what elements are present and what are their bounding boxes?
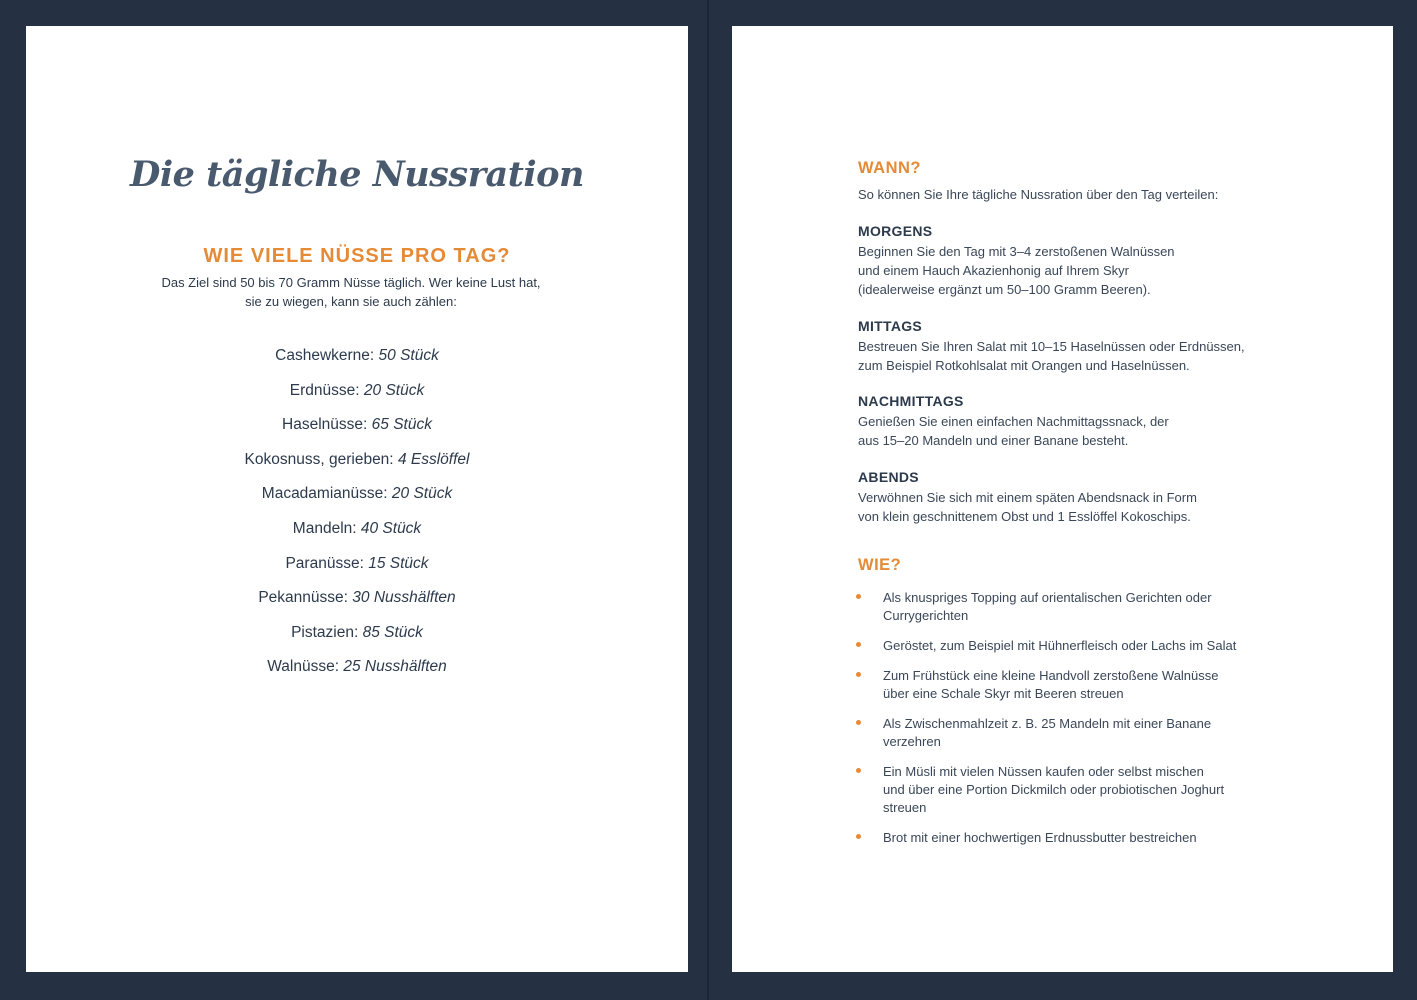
left-page (26, 26, 688, 972)
subheading-morgens: MORGENS (858, 223, 933, 239)
intro-text (136, 273, 566, 311)
nachmittags-line-1: Genießen Sie einen einfachen Nachmittagssnack, der (858, 414, 1169, 429)
nut-name: Erdnüsse: (289, 381, 360, 399)
nut-amount: 20 Stück (391, 485, 453, 503)
bullet-dot-icon (856, 834, 861, 839)
nut-amount: 65 Stück (371, 416, 432, 434)
right-page (732, 26, 1393, 972)
subheading-mittags: MITTAGS (858, 318, 923, 334)
bullet-dot-icon (856, 594, 861, 599)
list-item: Brot mit einer hochwertigen Erdnussbutter bestreichen (852, 829, 1272, 847)
nut-amount: 50 Stück (378, 347, 439, 364)
section-heading-wann: WANN? (858, 159, 921, 177)
morgens-line-2: und einem Hauch Akazienhonig auf Ihrem Skyr (858, 263, 1129, 278)
nut-item (26, 481, 688, 516)
nut-name: Pekannüsse: (258, 589, 348, 607)
list-item: Als Zwischenmahlzeit z. B. 25 Mandeln mit einer Banane verzehren (852, 715, 1272, 751)
nachmittags-line-2: aus 15–20 Mandeln und einer Banane besteht. (858, 433, 1129, 448)
list-item: Zum Frühstück eine kleine Handvoll zerstoßene Walnüsse über eine Schale Skyr mit Beeren streuen (852, 667, 1272, 703)
mittags-text (858, 337, 1278, 375)
nut-list (26, 343, 688, 689)
nachmittags-text (858, 412, 1278, 450)
nut-name: Pistazien: (291, 623, 359, 641)
abends-text (858, 488, 1278, 526)
nut-name: Walnüsse: (267, 658, 340, 676)
list-item: Geröstet, zum Beispiel mit Hühnerfleisch oder Lachs im Salat (852, 637, 1272, 655)
nut-item (26, 551, 688, 586)
bullet-dot-icon (856, 768, 861, 773)
nut-item (26, 585, 688, 620)
subheading-nachmittags: NACHMITTAGS (858, 393, 964, 409)
intro-line-2: sie zu wiegen, kann sie auch zählen: (245, 294, 457, 309)
nut-name: Mandeln: (292, 519, 357, 537)
nut-item (26, 620, 688, 655)
morgens-line-3: (idealerweise ergänzt um 50–100 Gramm Beeren). (858, 282, 1151, 297)
bullet-dot-icon (856, 720, 861, 725)
bullet-dot-icon (856, 672, 861, 677)
nut-amount: 40 Stück (360, 519, 422, 537)
abends-line-2: von klein geschnittenem Obst und 1 Esslöffel Kokoschips. (858, 509, 1191, 524)
nut-amount: 85 Stück (362, 623, 423, 641)
nut-name: Cashewkerne: (275, 347, 375, 364)
nut-item (26, 447, 688, 482)
section-heading-wie-viele: WIE VIELE NÜSSE PRO TAG? (203, 245, 511, 267)
book-spine (707, 0, 709, 1000)
mittags-line-1: Bestreuen Sie Ihren Salat mit 10–15 Haselnüssen oder Erdnüssen, (858, 339, 1245, 354)
nut-amount: 25 Nusshälften (343, 658, 447, 676)
nut-amount: 20 Stück (363, 381, 425, 399)
nut-item (26, 654, 688, 689)
list-item: Ein Müsli mit vielen Nüssen kaufen oder selbst mischen und über eine Portion Dickmilch oder probiotischen Joghurt streuen (852, 763, 1272, 817)
subheading-abends: ABENDS (858, 469, 919, 485)
bullet-dot-icon (856, 642, 861, 647)
nut-name: Macadamianüsse: (261, 485, 388, 503)
page-title: Die tägliche Nussration (130, 154, 584, 195)
nut-item (26, 378, 688, 413)
nut-amount: 15 Stück (368, 554, 429, 572)
morgens-line-1: Beginnen Sie den Tag mit 3–4 zerstoßenen Walnüssen (858, 244, 1175, 259)
section-heading-wie: WIE? (858, 556, 902, 574)
nut-amount: 30 Nusshälften (352, 589, 456, 607)
mittags-line-2: zum Beispiel Rotkohlsalat mit Orangen und Haselnüssen. (858, 358, 1190, 373)
wann-intro: So können Sie Ihre tägliche Nussration über den Tag verteilen: (858, 187, 1219, 202)
nut-amount: 4 Esslöffel (397, 450, 470, 468)
intro-line-1: Das Ziel sind 50 bis 70 Gramm Nüsse täglich. Wer keine Lust hat, (161, 275, 541, 290)
nut-name: Kokosnuss, gerieben: (244, 450, 394, 468)
morgens-text (858, 242, 1278, 299)
nut-item (26, 412, 688, 447)
nut-name: Haselnüsse: (282, 416, 368, 434)
list-item: Als knuspriges Topping auf orientalischen Gerichten oder Currygerichten (852, 589, 1272, 625)
abends-line-1: Verwöhnen Sie sich mit einem späten Abendsnack in Form (858, 490, 1197, 505)
nut-item (26, 516, 688, 551)
usage-list (852, 589, 1272, 859)
nut-item (26, 343, 688, 378)
nut-name: Paranüsse: (285, 554, 364, 572)
